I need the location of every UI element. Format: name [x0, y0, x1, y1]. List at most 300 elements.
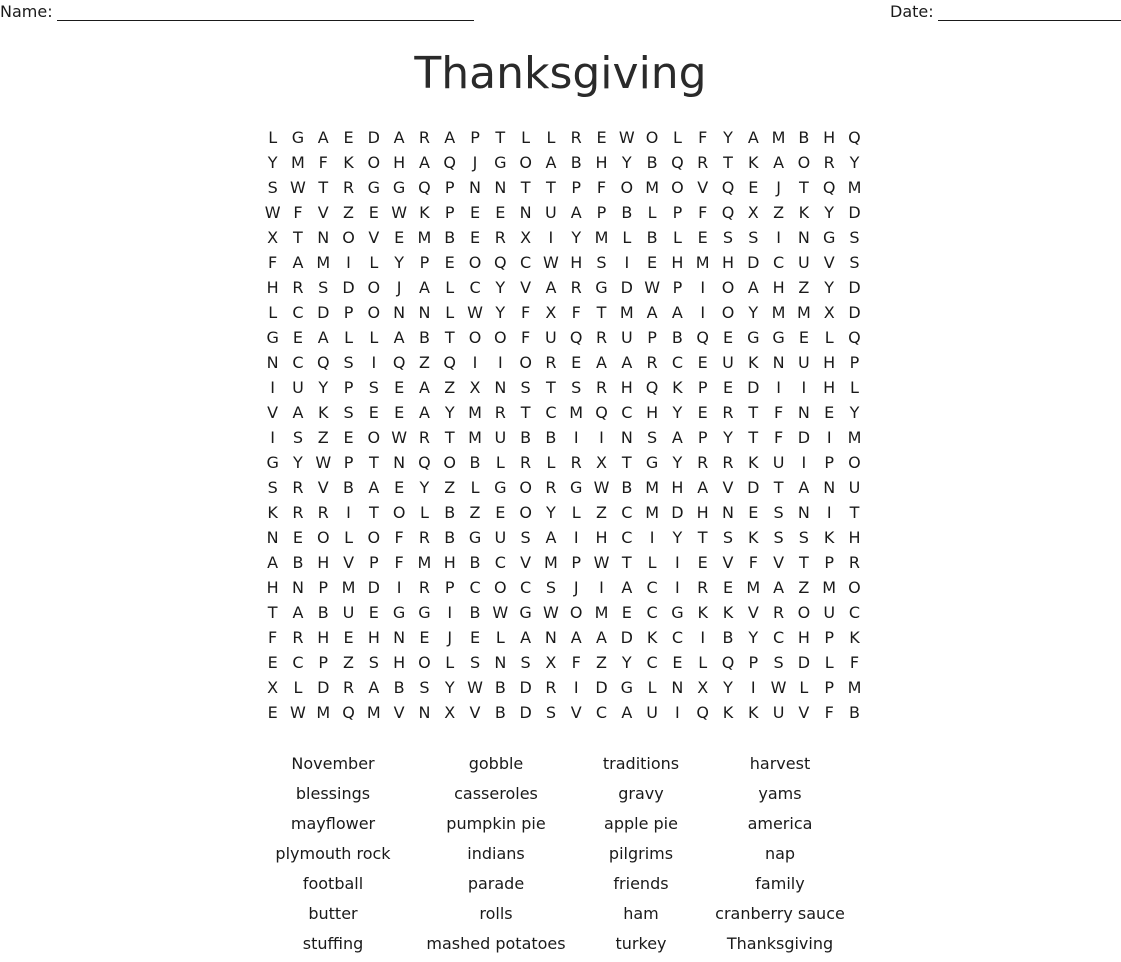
grid-cell[interactable]: P	[444, 578, 455, 597]
grid-cell[interactable]: K	[317, 403, 329, 422]
grid-cell[interactable]: K	[722, 603, 734, 622]
grid-cell[interactable]: M	[771, 303, 786, 322]
grid-cell[interactable]: F	[293, 203, 303, 222]
grid-cell[interactable]: E	[368, 603, 379, 622]
grid-cell[interactable]: T	[697, 528, 708, 547]
grid-cell[interactable]: I	[776, 378, 781, 397]
grid-cell[interactable]: A	[292, 403, 304, 422]
grid-cell[interactable]: R	[418, 528, 430, 547]
grid-cell[interactable]: C	[646, 603, 658, 622]
grid-cell[interactable]: E	[672, 653, 683, 672]
grid-cell[interactable]: Q	[418, 178, 431, 197]
grid-cell[interactable]: Y	[495, 278, 506, 297]
grid-cell[interactable]: I	[346, 253, 351, 272]
grid-cell[interactable]: S	[849, 253, 860, 272]
grid-cell[interactable]: L	[850, 378, 859, 397]
grid-cell[interactable]: Y	[546, 503, 556, 522]
grid-cell[interactable]: I	[497, 353, 503, 372]
grid-cell[interactable]: V	[747, 603, 759, 622]
grid-cell[interactable]: F	[571, 303, 581, 322]
grid-cell[interactable]: R	[418, 428, 430, 447]
grid-cell[interactable]: K	[748, 528, 759, 547]
grid-cell[interactable]: U	[494, 428, 507, 447]
grid-cell[interactable]: H	[823, 353, 836, 372]
grid-cell[interactable]: A	[621, 703, 633, 722]
grid-cell[interactable]: B	[343, 478, 355, 497]
grid-cell[interactable]: R	[292, 503, 304, 522]
grid-cell[interactable]: R	[773, 603, 785, 622]
grid-cell[interactable]: Q	[595, 403, 608, 422]
grid-cell[interactable]: Q	[316, 353, 330, 372]
grid-cell[interactable]: B	[621, 478, 633, 497]
grid-cell[interactable]: A	[545, 278, 557, 297]
grid-cell[interactable]: K	[722, 703, 734, 722]
grid-cell[interactable]: H	[646, 403, 659, 422]
grid-cell[interactable]: I	[573, 428, 579, 447]
grid-cell[interactable]: U	[772, 453, 785, 472]
grid-cell[interactable]: S	[368, 378, 379, 397]
grid-cell[interactable]: P	[343, 453, 354, 472]
grid-cell[interactable]: I	[599, 578, 604, 597]
grid-cell[interactable]: T	[596, 303, 607, 322]
grid-cell[interactable]: X	[469, 378, 481, 397]
grid-cell[interactable]: Y	[293, 453, 303, 472]
grid-cell[interactable]: J	[396, 278, 402, 297]
grid-cell[interactable]: A	[368, 678, 380, 697]
grid-cell[interactable]: Q	[696, 703, 709, 722]
grid-cell[interactable]: V	[697, 178, 709, 197]
grid-cell[interactable]: O	[797, 603, 811, 622]
grid-cell[interactable]: V	[317, 203, 329, 222]
grid-cell[interactable]: U	[823, 603, 836, 622]
grid-cell[interactable]: R	[697, 578, 709, 597]
grid-cell[interactable]: E	[697, 403, 708, 422]
grid-cell[interactable]: P	[849, 353, 860, 372]
grid-cell[interactable]: K	[646, 628, 658, 647]
grid-cell[interactable]: A	[621, 578, 633, 597]
grid-cell[interactable]: J	[472, 153, 478, 172]
grid-cell[interactable]: I	[700, 278, 706, 297]
grid-cell[interactable]: L	[799, 678, 809, 697]
grid-cell[interactable]: P	[824, 453, 834, 472]
grid-cell[interactable]: R	[570, 453, 582, 472]
grid-cell[interactable]: M	[366, 703, 381, 722]
grid-cell[interactable]: D	[848, 278, 861, 297]
grid-cell[interactable]: Z	[469, 503, 481, 522]
grid-cell[interactable]: V	[823, 253, 835, 272]
grid-cell[interactable]: P	[444, 178, 455, 197]
grid-cell[interactable]: O	[468, 253, 482, 272]
grid-cell[interactable]: E	[292, 528, 303, 547]
grid-cell[interactable]: D	[519, 703, 532, 722]
grid-cell[interactable]: B	[621, 203, 633, 222]
grid-cell[interactable]: B	[646, 153, 658, 172]
grid-cell[interactable]: S	[545, 703, 556, 722]
grid-cell[interactable]: G	[645, 453, 659, 472]
grid-cell[interactable]: E	[394, 378, 405, 397]
grid-cell[interactable]: I	[801, 378, 807, 397]
grid-cell[interactable]: W	[618, 128, 635, 147]
grid-cell[interactable]: Q	[443, 153, 457, 172]
grid-cell[interactable]: V	[798, 703, 810, 722]
grid-cell[interactable]: L	[672, 228, 682, 247]
grid-cell[interactable]: X	[545, 653, 557, 672]
grid-cell[interactable]: D	[671, 503, 684, 522]
grid-cell[interactable]: R	[494, 403, 506, 422]
grid-cell[interactable]: I	[649, 528, 655, 547]
grid-cell[interactable]: P	[672, 203, 683, 222]
grid-cell[interactable]: H	[671, 478, 684, 497]
grid-cell[interactable]: N	[393, 628, 406, 647]
grid-cell[interactable]: K	[343, 153, 354, 172]
grid-cell[interactable]: H	[317, 553, 330, 572]
grid-cell[interactable]: H	[570, 253, 583, 272]
grid-cell[interactable]: S	[469, 653, 481, 672]
grid-cell[interactable]: I	[346, 503, 351, 522]
grid-cell[interactable]: M	[417, 553, 432, 572]
grid-cell[interactable]: I	[700, 303, 706, 322]
grid-cell[interactable]: F	[268, 253, 278, 272]
grid-cell[interactable]: N	[266, 528, 279, 547]
grid-cell[interactable]: N	[494, 378, 507, 397]
grid-cell[interactable]: O	[367, 153, 381, 172]
grid-cell[interactable]: I	[624, 253, 630, 272]
grid-cell[interactable]: F	[521, 328, 531, 347]
grid-cell[interactable]: O	[468, 328, 482, 347]
grid-cell[interactable]: A	[317, 128, 329, 147]
grid-cell[interactable]: O	[342, 228, 355, 247]
grid-cell[interactable]: X	[747, 203, 759, 222]
grid-cell[interactable]: N	[494, 178, 507, 197]
grid-cell[interactable]: O	[671, 178, 684, 197]
grid-cell[interactable]: T	[773, 478, 784, 497]
grid-cell[interactable]: B	[317, 603, 329, 622]
grid-cell[interactable]: X	[823, 303, 835, 322]
grid-cell[interactable]: C	[292, 653, 304, 672]
grid-cell[interactable]: O	[494, 578, 507, 597]
grid-cell[interactable]: S	[798, 528, 809, 547]
grid-cell[interactable]: G	[367, 178, 381, 197]
grid-cell[interactable]: R	[545, 478, 557, 497]
grid-cell[interactable]: O	[721, 303, 735, 322]
grid-cell[interactable]: C	[292, 303, 304, 322]
grid-cell[interactable]: E	[748, 178, 759, 197]
grid-cell[interactable]: N	[544, 628, 557, 647]
grid-cell[interactable]: F	[824, 703, 834, 722]
grid-cell[interactable]: O	[367, 278, 381, 297]
grid-cell[interactable]: A	[393, 328, 405, 347]
grid-cell[interactable]: H	[595, 528, 608, 547]
grid-cell[interactable]: A	[317, 328, 329, 347]
grid-cell[interactable]: S	[571, 378, 582, 397]
grid-cell[interactable]: T	[444, 328, 455, 347]
name-field[interactable]	[0, 2, 474, 21]
grid-cell[interactable]: M	[291, 153, 305, 172]
grid-cell[interactable]: P	[444, 203, 455, 222]
grid-cell[interactable]: V	[343, 553, 355, 572]
grid-cell[interactable]: T	[444, 428, 455, 447]
grid-cell[interactable]: F	[773, 403, 784, 422]
grid-cell[interactable]: L	[546, 128, 556, 147]
grid-cell[interactable]: S	[520, 528, 531, 547]
grid-cell[interactable]: A	[747, 128, 759, 147]
grid-cell[interactable]: U	[798, 353, 810, 372]
grid-cell[interactable]: F	[394, 528, 404, 547]
grid-cell[interactable]: F	[268, 628, 278, 647]
grid-cell[interactable]: W	[391, 428, 408, 447]
grid-cell[interactable]: Y	[621, 153, 632, 172]
grid-cell[interactable]: A	[368, 478, 380, 497]
grid-cell[interactable]: V	[722, 478, 734, 497]
grid-cell[interactable]: B	[469, 553, 481, 572]
grid-cell[interactable]: F	[748, 553, 758, 572]
grid-cell[interactable]: C	[848, 603, 861, 622]
date-field[interactable]	[890, 2, 1121, 21]
grid-cell[interactable]: Y	[723, 128, 733, 147]
grid-cell[interactable]: O	[721, 278, 735, 297]
grid-cell[interactable]: R	[342, 178, 355, 197]
grid-cell[interactable]: S	[267, 178, 278, 197]
grid-cell[interactable]: I	[270, 428, 275, 447]
grid-cell[interactable]: Z	[343, 203, 355, 222]
grid-cell[interactable]: I	[750, 678, 756, 697]
grid-cell[interactable]: P	[369, 553, 379, 572]
grid-cell[interactable]: V	[393, 703, 405, 722]
grid-cell[interactable]: O	[367, 528, 381, 547]
grid-cell[interactable]: D	[747, 253, 760, 272]
grid-cell[interactable]: W	[391, 203, 408, 222]
grid-cell[interactable]: Z	[798, 578, 810, 597]
grid-cell[interactable]: Y	[419, 478, 430, 497]
grid-cell[interactable]: Y	[849, 153, 860, 172]
grid-cell[interactable]: D	[620, 628, 633, 647]
grid-cell[interactable]: T	[546, 178, 556, 197]
grid-cell[interactable]: Z	[798, 278, 810, 297]
grid-cell[interactable]: Y	[723, 428, 733, 447]
grid-cell[interactable]: A	[596, 628, 607, 647]
grid-cell[interactable]: A	[267, 553, 279, 572]
grid-cell[interactable]: M	[847, 678, 862, 697]
grid-cell[interactable]: S	[267, 478, 278, 497]
grid-cell[interactable]: P	[343, 378, 354, 397]
grid-cell[interactable]: E	[419, 628, 430, 647]
grid-cell[interactable]: D	[797, 428, 811, 447]
grid-cell[interactable]: R	[722, 453, 734, 472]
grid-cell[interactable]: D	[620, 278, 633, 297]
grid-cell[interactable]: B	[494, 678, 506, 697]
grid-cell[interactable]: K	[748, 453, 759, 472]
grid-cell[interactable]: J	[776, 178, 781, 197]
grid-cell[interactable]: Z	[343, 653, 355, 672]
grid-cell[interactable]: G	[772, 328, 785, 347]
grid-cell[interactable]: R	[520, 453, 532, 472]
grid-cell[interactable]: L	[344, 328, 353, 347]
grid-cell[interactable]: I	[776, 228, 781, 247]
grid-cell[interactable]: L	[268, 303, 278, 322]
grid-cell[interactable]: G	[620, 678, 633, 697]
grid-cell[interactable]: M	[619, 303, 634, 322]
grid-cell[interactable]: N	[393, 453, 406, 472]
grid-cell[interactable]: U	[545, 203, 557, 222]
grid-cell[interactable]: K	[849, 628, 860, 647]
grid-cell[interactable]: N	[519, 203, 532, 222]
grid-cell[interactable]: L	[571, 503, 581, 522]
grid-cell[interactable]: M	[847, 178, 862, 197]
grid-cell[interactable]: U	[342, 603, 355, 622]
grid-cell[interactable]: E	[697, 553, 708, 572]
grid-cell[interactable]: Q	[494, 253, 507, 272]
grid-cell[interactable]: U	[292, 378, 304, 397]
grid-cell[interactable]: W	[315, 453, 332, 472]
grid-cell[interactable]: L	[546, 453, 556, 472]
grid-cell[interactable]: T	[748, 403, 759, 422]
grid-cell[interactable]: N	[291, 578, 304, 597]
grid-cell[interactable]: B	[444, 503, 456, 522]
grid-cell[interactable]: H	[367, 628, 380, 647]
grid-cell[interactable]: R	[418, 578, 430, 597]
grid-cell[interactable]: G	[392, 603, 406, 622]
grid-cell[interactable]: R	[697, 453, 709, 472]
grid-cell[interactable]: L	[495, 453, 505, 472]
grid-cell[interactable]: R	[646, 353, 658, 372]
grid-cell[interactable]: C	[773, 628, 785, 647]
grid-cell[interactable]: Y	[824, 278, 835, 297]
grid-cell[interactable]: T	[546, 378, 556, 397]
grid-cell[interactable]: H	[620, 378, 633, 397]
grid-cell[interactable]: M	[645, 478, 659, 497]
grid-cell[interactable]: H	[595, 153, 608, 172]
grid-cell[interactable]: R	[595, 328, 608, 347]
grid-cell[interactable]: Q	[696, 328, 709, 347]
grid-cell[interactable]: G	[671, 603, 684, 622]
grid-cell[interactable]: P	[824, 553, 834, 572]
grid-cell[interactable]: E	[343, 128, 354, 147]
grid-cell[interactable]: B	[393, 678, 405, 697]
grid-cell[interactable]: G	[519, 603, 532, 622]
grid-cell[interactable]: O	[418, 653, 431, 672]
grid-cell[interactable]: C	[621, 528, 633, 547]
grid-cell[interactable]: A	[747, 278, 759, 297]
grid-cell[interactable]: T	[798, 553, 809, 572]
grid-cell[interactable]: A	[444, 128, 456, 147]
grid-cell[interactable]: U	[646, 703, 658, 722]
grid-cell[interactable]: I	[573, 528, 579, 547]
grid-cell[interactable]: U	[620, 328, 633, 347]
grid-cell[interactable]: O	[494, 328, 507, 347]
grid-cell[interactable]: A	[520, 628, 532, 647]
grid-cell[interactable]: E	[292, 328, 303, 347]
grid-cell[interactable]: E	[748, 503, 759, 522]
grid-cell[interactable]: M	[468, 428, 482, 447]
grid-cell[interactable]: Q	[569, 328, 583, 347]
grid-cell[interactable]: O	[316, 528, 330, 547]
grid-cell[interactable]: K	[267, 503, 278, 522]
grid-cell[interactable]: V	[520, 553, 532, 572]
grid-cell[interactable]: C	[545, 403, 557, 422]
grid-cell[interactable]: M	[645, 178, 659, 197]
grid-cell[interactable]: H	[696, 503, 709, 522]
grid-cell[interactable]: R	[418, 128, 430, 147]
grid-cell[interactable]: O	[443, 453, 457, 472]
grid-cell[interactable]: E	[722, 328, 734, 347]
grid-cell[interactable]: G	[595, 278, 608, 297]
grid-cell[interactable]: H	[266, 278, 279, 297]
grid-cell[interactable]: L	[369, 253, 379, 272]
grid-cell[interactable]: S	[722, 528, 734, 547]
grid-cell[interactable]: O	[519, 353, 532, 372]
grid-cell[interactable]: A	[393, 128, 405, 147]
grid-cell[interactable]: L	[647, 553, 657, 572]
grid-cell[interactable]: B	[545, 428, 557, 447]
grid-cell[interactable]: O	[367, 303, 381, 322]
grid-cell[interactable]: U	[545, 328, 557, 347]
grid-cell[interactable]: A	[646, 303, 658, 322]
grid-cell[interactable]: K	[748, 703, 759, 722]
grid-cell[interactable]: C	[773, 253, 785, 272]
grid-cell[interactable]: E	[343, 428, 354, 447]
grid-cell[interactable]: O	[519, 478, 532, 497]
grid-cell[interactable]: G	[822, 228, 836, 247]
grid-cell[interactable]: G	[266, 328, 279, 347]
grid-cell[interactable]: K	[672, 378, 683, 397]
grid-cell[interactable]: I	[801, 453, 807, 472]
grid-cell[interactable]: Y	[495, 303, 506, 322]
grid-cell[interactable]: R	[595, 378, 608, 397]
grid-cell[interactable]: S	[596, 253, 607, 272]
grid-cell[interactable]: O	[569, 603, 583, 622]
grid-cell[interactable]: P	[748, 653, 759, 672]
grid-cell[interactable]: T	[293, 228, 303, 247]
grid-cell[interactable]: L	[470, 478, 480, 497]
grid-cell[interactable]: K	[419, 203, 430, 222]
grid-cell[interactable]: S	[545, 578, 556, 597]
grid-cell[interactable]: A	[418, 378, 430, 397]
grid-cell[interactable]: P	[571, 553, 582, 572]
grid-cell[interactable]: Y	[672, 453, 683, 472]
grid-cell[interactable]: K	[748, 153, 759, 172]
grid-cell[interactable]: Q	[342, 703, 355, 722]
grid-cell[interactable]: D	[317, 303, 330, 322]
grid-cell[interactable]: Q	[848, 328, 861, 347]
grid-cell[interactable]: Y	[444, 403, 455, 422]
grid-cell[interactable]: E	[469, 228, 481, 247]
grid-cell[interactable]: M	[594, 228, 609, 247]
grid-cell[interactable]: I	[675, 553, 680, 572]
grid-cell[interactable]: Y	[318, 378, 329, 397]
grid-cell[interactable]: B	[671, 328, 683, 347]
grid-cell[interactable]: X	[267, 228, 279, 247]
grid-cell[interactable]: R	[342, 678, 355, 697]
grid-cell[interactable]: Y	[748, 628, 759, 647]
grid-cell[interactable]: P	[343, 303, 354, 322]
grid-cell[interactable]: A	[570, 203, 582, 222]
grid-cell[interactable]: N	[671, 678, 684, 697]
grid-cell[interactable]: V	[773, 553, 785, 572]
grid-cell[interactable]: N	[266, 353, 279, 372]
grid-cell[interactable]: T	[368, 453, 379, 472]
grid-cell[interactable]: Q	[645, 378, 659, 397]
grid-cell[interactable]: R	[545, 353, 557, 372]
grid-cell[interactable]: Z	[773, 203, 785, 222]
grid-cell[interactable]: L	[268, 128, 278, 147]
grid-cell[interactable]: S	[647, 428, 658, 447]
grid-cell[interactable]: V	[317, 478, 329, 497]
grid-cell[interactable]: E	[267, 703, 278, 722]
grid-cell[interactable]: D	[747, 378, 760, 397]
grid-cell[interactable]: Q	[822, 178, 836, 197]
grid-cell[interactable]: P	[318, 578, 329, 597]
grid-cell[interactable]: E	[722, 378, 734, 397]
